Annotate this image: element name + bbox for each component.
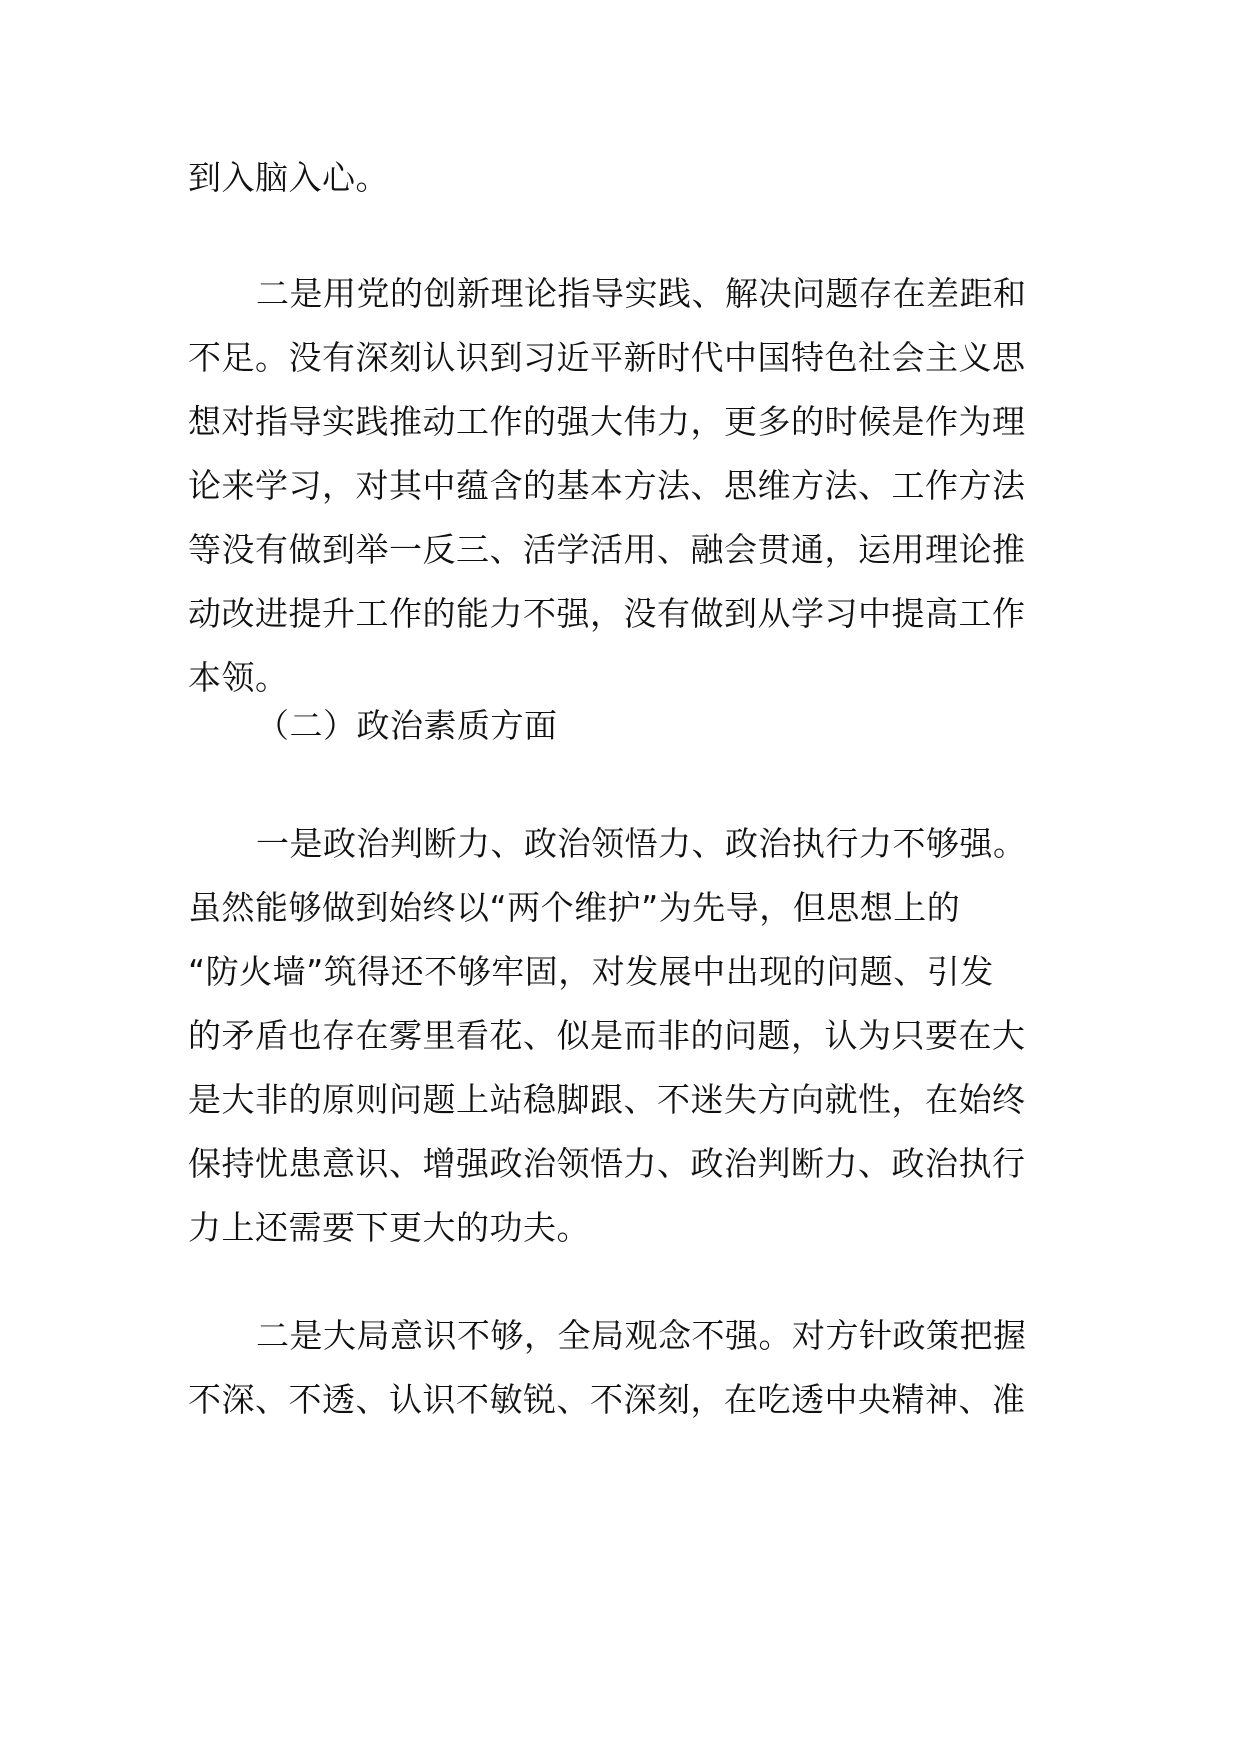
heading-political-quality: （二）政治素质方面 (256, 706, 558, 745)
paragraph-innovation-theory (188, 262, 1058, 710)
text-line: 一是政治判断力、政治领悟力、政治执行力不够强。 (256, 824, 1027, 863)
text-line: 保持忧患意识、增强政治领悟力、政治判断力、政治执行 (188, 1144, 1026, 1183)
text-line: 论来学习，对其中蕴含的基本方法、思维方法、工作方法 (188, 466, 1026, 505)
text-line: 不足。没有深刻认识到习近平新时代中国特色社会主义思 (188, 338, 1026, 377)
text-line: 的矛盾也存在雾里看花、似是而非的问题，认为只要在大 (188, 1016, 1026, 1055)
text-line: 不深、不透、认识不敏锐、不深刻，在吃透中央精神、准 (188, 1380, 1026, 1419)
text-line: 二是大局意识不够，全局观念不强。对方针政策把握 (256, 1316, 1027, 1355)
text-line: 虽然能够做到始终以“两个维护”为先导，但思想上的 (188, 888, 961, 927)
text-line: 力上还需要下更大的功夫。 (188, 1208, 590, 1247)
text-line: 本领。 (188, 658, 289, 697)
text-line: 二是用党的创新理论指导实践、解决问题存在差距和 (256, 274, 1027, 313)
paragraph-political-judgment (188, 812, 1058, 1260)
text-line: 想对指导实践推动工作的强大伟力，更多的时候是作为理 (188, 402, 1026, 441)
paragraph-overall-awareness (188, 1304, 1058, 1432)
text-line: “防火墙”筑得还不够牢固，对发展中出现的问题、引发 (188, 952, 994, 991)
section-heading (188, 694, 1058, 758)
paragraph-continuation (188, 146, 1058, 210)
text-line: 到入脑入心。 (188, 158, 389, 197)
text-line: 等没有做到举一反三、活学活用、融会贯通，运用理论推 (188, 530, 1026, 569)
text-line: 是大非的原则问题上站稳脚跟、不迷失方向就性，在始终 (188, 1080, 1026, 1119)
text-line: 动改进提升工作的能力不强，没有做到从学习中提高工作 (188, 594, 1026, 633)
